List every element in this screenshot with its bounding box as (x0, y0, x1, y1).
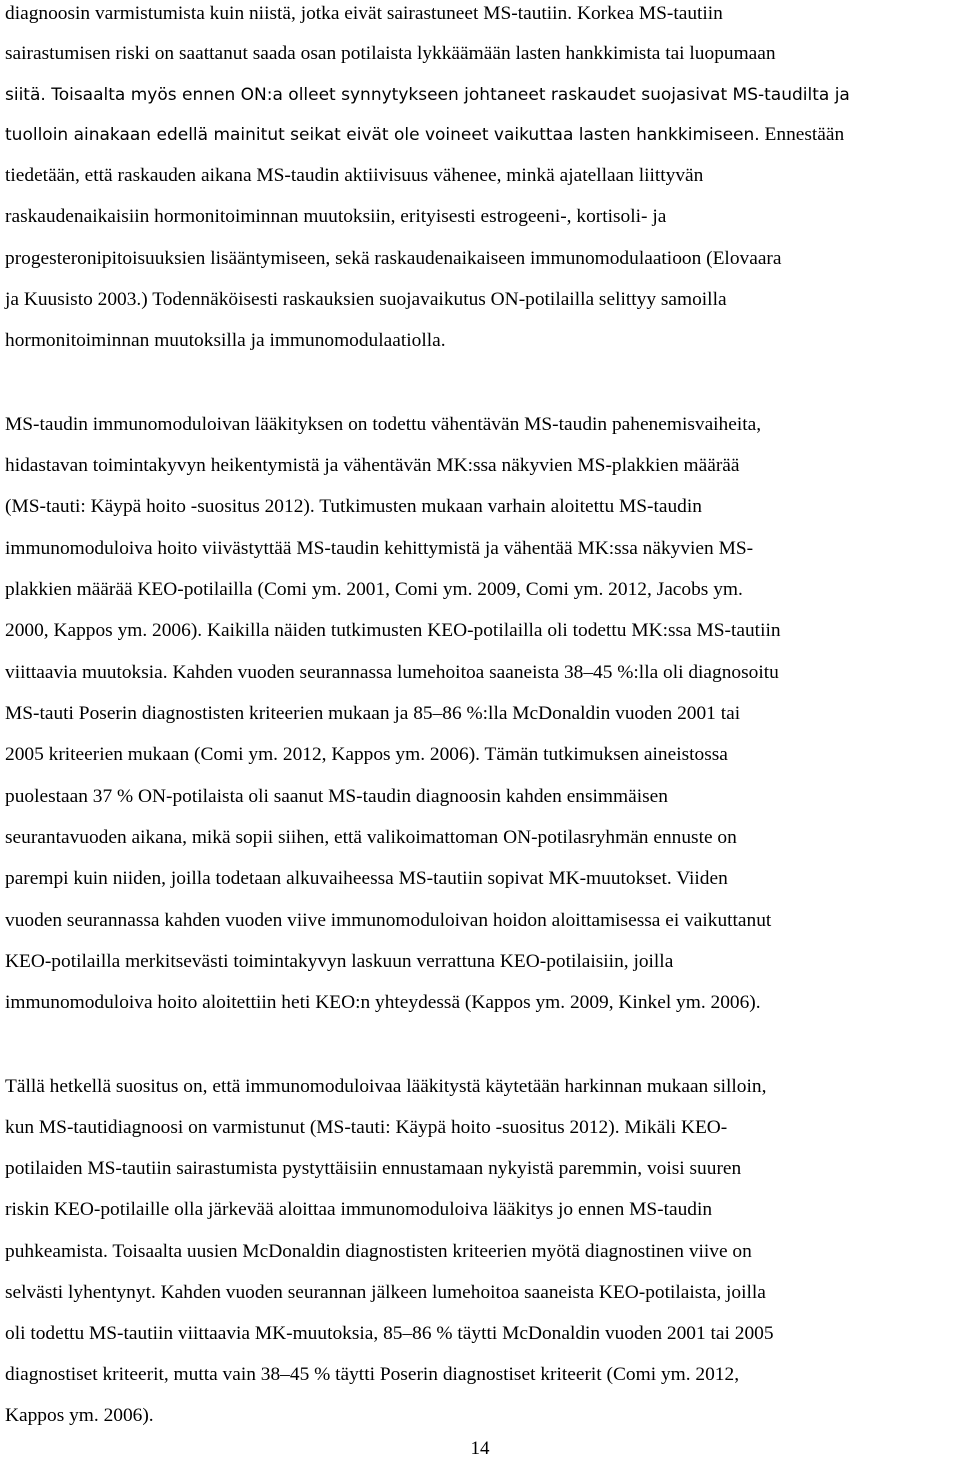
text-line: plakkien määrää KEO-potilailla (Comi ym. 2001, Comi ym. 2009, Comi ym. 2012, Jacobs ym. (5, 579, 743, 600)
text-line: immunomoduloiva hoito viivästyttää MS-taudin kehittymistä ja vähentää MK:ssa näkyvien MS- (5, 538, 754, 559)
text-line: (MS-tauti: Käypä hoito -suositus 2012). Tutkimusten mukaan varhain aloitettu MS-taudin (5, 496, 702, 517)
text-line: vuoden seurannassa kahden vuoden viive immunomoduloivan hoidon aloittamisessa ei vaikuttanut (5, 910, 772, 931)
page-number: 14 (470, 1438, 490, 1459)
text-line: KEO-potilailla merkitsevästi toimintakyvyn laskuun verrattuna KEO-potilaisiin, joilla (5, 951, 674, 972)
text-line: MS-tauti Poserin diagnostisten kriteerien mukaan ja 85–86 %:lla McDonaldin vuoden 2001 tai (5, 703, 741, 724)
text-line: raskaudenaikaisiin hormonitoiminnan muutoksiin, erityisesti estrogeeni-, kortisoli- ja (5, 206, 667, 227)
text-line: diagnoosin varmistumista kuin niistä, jotka eivät sairastuneet MS-tautiin. Korkea MS-tautiin (5, 3, 723, 24)
text-line-serif-part: Ennestään (759, 124, 845, 145)
text-line: diagnostiset kriteerit, mutta vain 38–45 % täytti Poserin diagnostiset kriteerit (Comi ym. 2012, (5, 1364, 740, 1385)
text-line: 2000, Kappos ym. 2006). Kaikilla näiden tutkimusten KEO-potilailla oli todettu MK:ssa MS-tautiin (5, 620, 781, 641)
text-line: selvästi lyhentynyt. Kahden vuoden seurannan jälkeen lumehoitoa saaneista KEO-potilaista, joilla (5, 1282, 766, 1303)
text-line: parempi kuin niiden, joilla todetaan alkuvaiheessa MS-tautiin sopivat MK-muutokset. Viiden (5, 868, 728, 889)
text-line: Tällä hetkellä suositus on, että immunomoduloivaa lääkitystä käytetään harkinnan mukaan silloin, (5, 1076, 767, 1097)
text-line: tiedetään, että raskauden aikana MS-taudin aktiivisuus vähenee, minkä ajatellaan liittyvän (5, 165, 704, 186)
text-line: siitä. Toisaalta myös ennen ON:a olleet synnytykseen johtaneet raskaudet suojasivat MS-taudilta ja (5, 85, 850, 105)
text-line: ja Kuusisto 2003.) Todennäköisesti raskauksien suojavaikutus ON-potilailla selittyy samoilla (5, 289, 727, 310)
text-line: MS-taudin immunomoduloivan lääkityksen on todettu vähentävän MS-taudin pahenemisvaiheita, (5, 414, 762, 435)
text-line: immunomoduloiva hoito aloitettiin heti KEO:n yhteydessä (Kappos ym. 2009, Kinkel ym. 2006). (5, 992, 761, 1013)
text-line: viittaavia muutoksia. Kahden vuoden seurannassa lumehoitoa saaneista 38–45 %:lla oli diagnosoitu (5, 662, 779, 683)
text-line: riskin KEO-potilaille olla järkevää aloittaa immunomoduloiva lääkitys jo ennen MS-taudin (5, 1199, 713, 1220)
text-line: progesteronipitoisuuksien lisääntymiseen, sekä raskaudenaikaiseen immunomodulaatioon (Elovaara (5, 248, 782, 269)
text-line: oli todettu MS-tautiin viittaavia MK-muutoksia, 85–86 % täytti McDonaldin vuoden 2001 tai 2005 (5, 1323, 774, 1344)
text-line: sairastumisen riski on saattanut saada osan potilaista lykkäämään lasten hankkimista tai luopumaan (5, 43, 776, 64)
text-line: Kappos ym. 2006). (5, 1405, 154, 1426)
text-line: kun MS-tautidiagnoosi on varmistunut (MS-tauti: Käypä hoito -suositus 2012). Mikäli KEO- (5, 1117, 728, 1138)
text-line: 2005 kriteerien mukaan (Comi ym. 2012, Kappos ym. 2006). Tämän tutkimuksen aineistossa (5, 744, 728, 765)
text-line: puhkeamista. Toisaalta uusien McDonaldin diagnostisten kriteerien myötä diagnostinen viive on (5, 1241, 752, 1262)
text-line: potilaiden MS-tautiin sairastumista pystyttäisiin ennustamaan nykyistä paremmin, voisi suuren (5, 1158, 742, 1179)
text-line: puolestaan 37 % ON-potilaista oli saanut MS-taudin diagnoosin kahden ensimmäisen (5, 786, 668, 807)
text-line: hidastavan toimintakyvyn heikentymistä ja vähentävän MK:ssa näkyvien MS-plakkien määrää (5, 455, 740, 476)
text-line-sans-part: tuolloin ainakaan edellä mainitut seikat eivät ole voineet vaikuttaa lasten hankkimiseen. (5, 125, 760, 145)
text-line: hormonitoiminnan muutoksilla ja immunomodulaatiolla. (5, 330, 446, 351)
text-line: seurantavuoden aikana, mikä sopii siihen, että valikoimattoman ON-potilasryhmän ennuste on (5, 827, 737, 848)
text-line (5, 123, 844, 147)
